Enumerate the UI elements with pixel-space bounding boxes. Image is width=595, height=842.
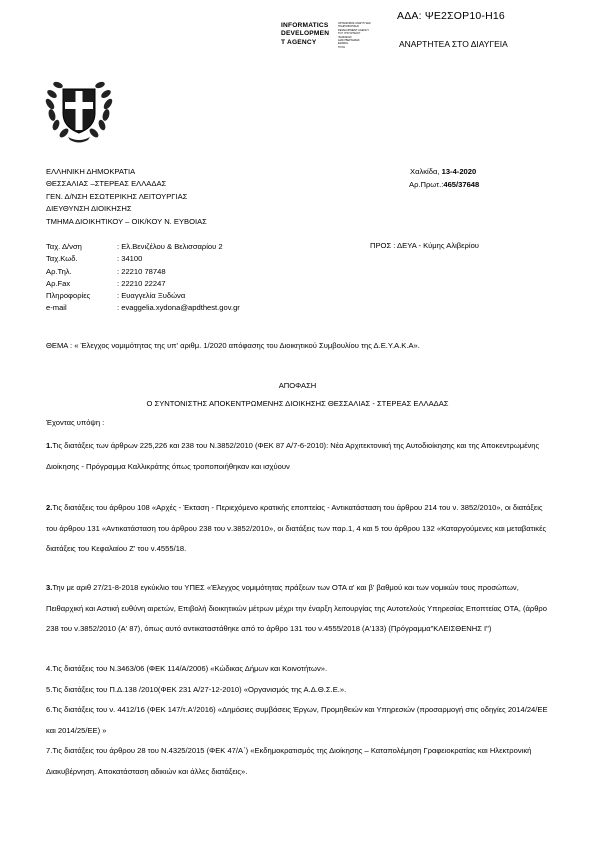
greek-emblem-icon	[42, 71, 116, 145]
contact-email: : evaggelia.xydona@apdthest.gov.gr	[117, 303, 240, 313]
logo-line: DEVELOPMEN	[281, 30, 330, 38]
subject: ΘΕΜΑ : « Έλεγχος νομιμότητας της υπ' αριθμ. 1/2020 απόφασης του Διοικητικού Συμβουλίου της Δ.Ε.Υ.Α.Κ.Α».	[46, 341, 420, 350]
document-date: 13-4-2020	[441, 167, 477, 176]
reference-item-4	[46, 659, 552, 680]
header-line: ΘΕΣΣΑΛΙΑΣ –ΣΤΕΡΕΑΣ ΕΛΛΑΔΑΣ	[46, 179, 167, 189]
publish-note: ΑΝΑΡΤΗΤΕΑ ΣΤΟ ΔΙΑΥΓΕΙΑ	[399, 39, 508, 49]
item-number: 7.	[46, 746, 53, 755]
item-number: 4.	[46, 664, 53, 673]
ada-code: ΑΔΑ: ΨΕ2ΣΟΡ10-Η16	[397, 10, 505, 22]
item-number: 5.	[46, 685, 53, 694]
logo-small-line: ΟΡΓΑΝΙΣΜΟΣ ΑΝΑΠΤΥΞΗΣ	[338, 22, 371, 25]
item-text: Τις διατάξεις του Π.Δ.138 /2010(ΦΕΚ 231 Α/27-12-2010) «Οργανισμός της Α.Δ.Θ.Σ.Ε.».	[52, 685, 347, 694]
contact-key: e-mail	[46, 303, 67, 313]
considering-label: Έχοντας υπόψη :	[46, 418, 105, 427]
logo-small-line: DEVELOPMENT AGENCY	[338, 28, 370, 32]
header-line: ΔΙΕΥΘΥΝΣΗ ΔΙΟΙΚΗΣΗΣ	[46, 204, 132, 214]
logo-small-line: ΠΥΛΗ	[338, 45, 346, 49]
issuer-title: Ο ΣΥΝΤΟΝΙΣΤΗΣ ΑΠΟΚΕΝΤΡΩΜΕΝΗΣ ΔΙΟΙΚΗΣΗΣ ΘΕΣΣΑΛΙΑΣ - ΣΤΕΡΕΑΣ ΕΛΛΑΔΑΣ	[146, 399, 449, 408]
place-label: Χαλκίδα,	[410, 167, 440, 176]
item-number: 3.	[46, 583, 53, 592]
protocol-label: Αρ.Πρωτ.:	[409, 180, 444, 189]
item-text: Τις διατάξεις του Ν.3463/06 (ΦΕΚ 114/Α/2006) «Κώδικας Δήμων και Κοινοτήτων».	[52, 664, 328, 673]
logo-small-line: ΨΗΦΙΑΚΗΣ	[338, 35, 352, 39]
contact-value: : 22210 22247	[117, 278, 166, 288]
logo-small-line: ΤΟΥ ΥΠΟΥΡΓΕΙΟΥ	[338, 32, 361, 36]
logo-line: T AGENCY	[281, 38, 317, 46]
contact-key: Αρ.Fax	[46, 278, 71, 288]
contact-value: : Ευαγγελία Ξυδώνα	[117, 291, 186, 301]
informatics-agency-logo	[281, 22, 396, 50]
reference-item-6	[46, 700, 552, 741]
decision-title: ΑΠΟΦΑΣΗ	[278, 381, 317, 390]
logo-small-text	[338, 22, 371, 49]
reference-item-7	[46, 741, 552, 782]
logo-small-line: ΔΙΑΚΥΒΕΡΝΗΣΗΣ	[338, 39, 360, 43]
item-number: 2.	[46, 503, 53, 512]
item-text: Τις διατάξεις των άρθρων 225,226 και 238 του Ν.3852/2010 (ΦΕΚ 87 Α/7-6-2010): Νέα Αρχιτεκτονική της Αυτοδιοίκησης και της Αποκεντρωμένης Διοίκησης - Πρόγραμμα Καλλικράτης όπως τροποποιήθηκαν και ισχύουν	[46, 441, 540, 471]
contact-value: : Ελ.Βενιζέλου & Βελισσαρίου 2	[117, 242, 223, 251]
header-line: ΕΛΛΗΝΙΚΗ ΔΗΜΟΚΡΑΤΙΑ	[46, 167, 136, 176]
item-number: 6.	[46, 705, 53, 714]
item-text: Τις διατάξεις του άρθρου 28 του Ν.4325/2015 (ΦΕΚ 47/Α΄) «Εκδημοκρατισμός της Διοίκησης – Καταπολέμηση Γραφειοκρατίας και Ηλεκτρονική Διακυβέρνηση. Αποκατάσταση αδικιών και άλλες διατάξεις».	[46, 746, 532, 776]
item-number: 1.	[46, 441, 53, 450]
item-text: Τις διατάξεις του άρθρου 108 «Αρχές - Έκταση - Περιεχόμενο κρατικής εποπτείας - Αντικατάσταση του άρθρου 214 του ν. 3852/2010», οι διατάξεις του άρθρου 131 «Αντικατάσταση του άρθρου 238 του ν.3852/2010», οι διατάξεις των παρ.1, 4 και 5 του άρθρου 132 «Καταργούμενες και μεταβατικές διατάξεις του Κεφαλαίου Ζ' του ν.4555/18.	[46, 503, 547, 554]
place-date	[410, 167, 476, 176]
logo-line: INFORMATICS	[281, 22, 329, 29]
contact-key: Ταχ. Δ/νση	[46, 242, 82, 251]
recipient: ΠΡΟΣ : ΔΕΥΑ - Κύμης Αλιβερίου	[370, 241, 479, 250]
contact-key: Ταχ.Κωδ.	[46, 254, 78, 264]
header-line: ΓΕΝ. Δ/ΝΣΗ ΕΣΩΤΕΡΙΚΗΣ ΛΕΙΤΟΥΡΓΙΑΣ	[46, 191, 188, 201]
protocol-number	[409, 180, 479, 189]
item-text: Τις διατάξεις του ν. 4412/16 (ΦΕΚ 147/τ.Α'/2016) «Δημόσιες συμβάσεις Έργων, Προμηθειών και Υπηρεσιών (προσαρμογή στις οδηγίες 2014/24/ΕΕ και 2014/25/ΕΕ) »	[46, 705, 548, 735]
reference-item-3	[46, 578, 552, 640]
contact-key: Πληροφορίες	[46, 291, 91, 301]
protocol-value: 465/37648	[443, 180, 480, 189]
item-text: Την με αριθ 27/21-8-2018 εγκύκλιο του ΥΠΕΣ «Έλεγχος νομιμότητας πράξεων των ΟΤΑ α' και β' βαθμού και των νομικών τους προσώπων, Πειθαρχική και Αστική ευθύνη αιρετών, Επιβολή διοικητικών μέτρων μέχρι την έναρξη λειτουργίας της Αυτοτελούς Υπηρεσίας Εποπτείας ΟΤΑ, (άρθρο 238 του ν.3852/2010 (Α' 87), όπως αυτό αντικαταστάθηκε από το άρθρο 131 του ν.4555/2018 (Α'133) (Πρόγραμμα"ΚΛΕΙΣΘΕΝΗΣ Ι")	[46, 583, 547, 634]
authority-header	[46, 166, 207, 228]
reference-item-2	[46, 498, 552, 560]
contact-value: : 22210 78748	[117, 266, 166, 276]
logo-small-line: ΕΘΝΙΚΗ	[338, 42, 348, 46]
contact-key: Αρ.Τηλ.	[46, 266, 72, 276]
reference-item-5	[46, 680, 552, 701]
reference-item-1	[46, 436, 552, 477]
contact-value: : 34100	[117, 254, 143, 264]
logo-small-line: ΠΛΗΡΟΦΟΡΙΚΗΣ	[338, 25, 359, 29]
header-line: ΤΜΗΜΑ ΔΙΟΙΚΗΤΙΚΟΥ – ΟΙΚ/ΚΟΥ Ν. ΕΥΒΟΙΑΣ	[46, 216, 207, 226]
